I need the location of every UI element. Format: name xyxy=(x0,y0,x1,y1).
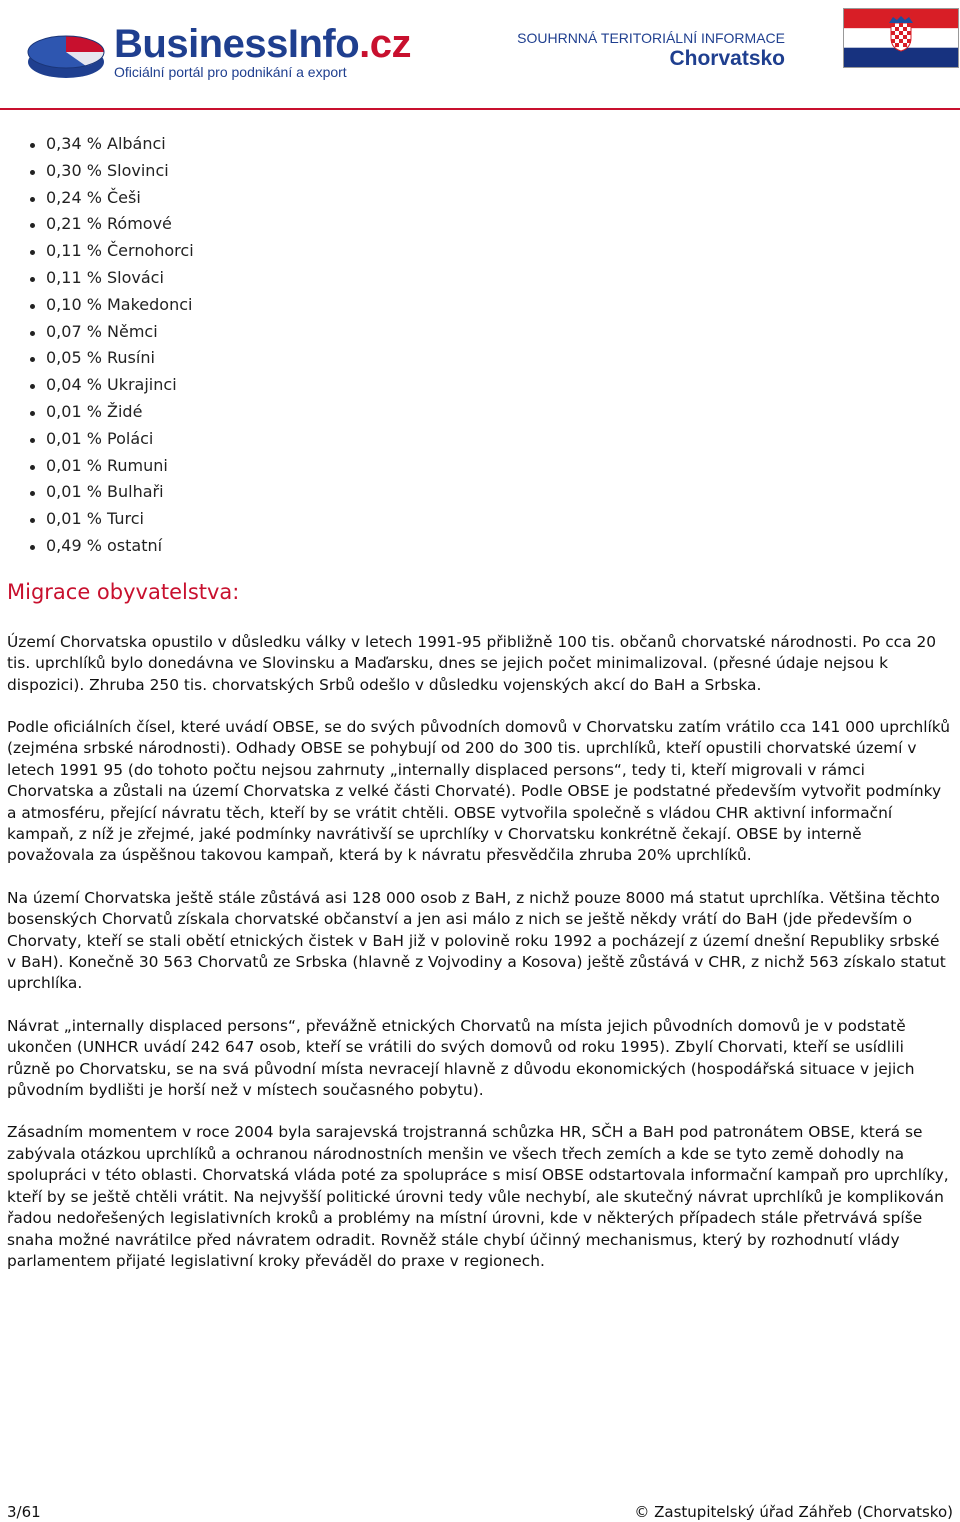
list-item: 0,34 % Albánci xyxy=(23,131,960,158)
businessinfo-logo[interactable] xyxy=(26,22,412,82)
paragraph: Návrat „internally displaced persons“, převážně etnických Chorvatů na místa jejich původních domovů je v podstatě ukončen (UNHCR uvádí 242 647 osob, kteří se vrátili do svých domovů od roku 1995). Zbylí Chorvati, kteří se usídlili různě po Chorvatsku, se na svá původní místa nevracejí hlavně z důvodu ekonomických (hospodářská situace v jejich původním bydlišti je horší než v místech současného pobytu). xyxy=(7,1016,915,1100)
list-item: 0,30 % Slovinci xyxy=(23,158,960,185)
list-item: 0,01 % Rumuni xyxy=(23,453,960,480)
list-item: 0,01 % Poláci xyxy=(23,426,960,453)
list-item: 0,10 % Makedonci xyxy=(23,292,960,319)
logo-disc-icon xyxy=(26,26,106,82)
header-divider xyxy=(0,108,960,110)
list-item: 0,05 % Rusíni xyxy=(23,345,960,372)
list-item: 0,01 % Bulhaři xyxy=(23,479,960,506)
document-title-block xyxy=(517,30,785,71)
logo-wordmark: BusinessInfo.cz xyxy=(114,22,412,66)
paragraph: Podle oficiálních čísel, které uvádí OBSE, se do svých původních domovů v Chorvatsku zatím vrátilo cca 141 000 uprchlíků (zejména srbské národnosti). Odhady OBSE se pohybují od 200 do 300 tis. uprchlíků, kteří opustili chorvatské území v letech 1991 95 (do tohoto počtu nejsou zahrnuty „internally displaced persons“, tedy ti, kteří migrovali v rámci Chorvatska a zůstali na území Chorvatska z velké části Chorvaté). Podle OBSE je podstatné především vytvořit podmínky a atmosféru, přející návratu těch, kteří by se vrátit chtěli. OBSE vytvořila společně s vládou CHR aktivní informační kampaň, z níž je zřejmé, jaké podmínky navrátivší se uprchlíky v Chorvatsku konkrétně čekají. OBSE by interně považovala za úspěšnou takovou kampaň, která by k návratu přesvědčila zhruba 20% uprchlíků. xyxy=(7,717,950,865)
section-heading-migration: Migrace obyvatelstva: xyxy=(7,579,240,604)
footer-copyright: © Zastupitelský úřad Záhřeb (Chorvatsko) xyxy=(634,1503,953,1521)
list-item: 0,07 % Němci xyxy=(23,319,960,346)
page-header xyxy=(0,0,960,112)
croatia-flag-icon xyxy=(843,8,959,68)
list-item: 0,24 % Češi xyxy=(23,185,960,212)
logo-tagline: Oficiální portál pro podnikání a export xyxy=(114,64,347,80)
list-item: 0,49 % ostatní xyxy=(23,533,960,560)
country-name: Chorvatsko xyxy=(669,47,785,70)
list-item: 0,21 % Rómové xyxy=(23,211,960,238)
page-number: 3/61 xyxy=(7,1503,41,1521)
document-type-label: SOUHRNNÁ TERITORIÁLNÍ INFORMACE xyxy=(517,30,785,46)
list-item: 0,04 % Ukrajinci xyxy=(23,372,960,399)
document-body xyxy=(0,131,960,1272)
paragraph: Zásadním momentem v roce 2004 byla sarajevská trojstranná schůzka HR, SČH a BaH pod patronátem OBSE, která se zabývala otázkou uprchlíků a ochranou národnostních menšin ve všech třech zemích a kde se tyto země dohodly na spolupráci v této oblasti. Chorvatská vláda poté za spolupráce s misí OBSE odstartovala informační kampaň pro uprchlíky, kteří by se ještě chtěli vrátit. Na nejvyšší politické úrovni tedy vůle nechybí, ale skutečný návrat uprchlíků je komplikován řadou nedořešených legislativních kroků a problémy na místní úrovni, kde v některých případech stále přetrvává spíše snaha možné navrátilce před návratem odradit. Rovněž stále chybí účinný mechanismus, který by rozhodnutí vlády parlamentem přijaté legislativní kroky převáděl do praxe v regionech. xyxy=(7,1123,949,1270)
paragraph: Území Chorvatska opustilo v důsledku války v letech 1991-95 přibližně 100 tis. občanů chorvatské národnosti. Po cca 20 tis. uprchlíků bylo donedávna ve Slovinsku a Maďarsku, dnes se jejich počet minimalizoval. (přesné údaje nejsou k dispozici). Zhruba 250 tis. chorvatských Srbů odešlo v důsledku vojenských akcí do BaH a Srbska. xyxy=(7,632,937,694)
list-item: 0,11 % Slováci xyxy=(23,265,960,292)
ethnic-composition-list xyxy=(0,131,960,560)
list-item: 0,01 % Židé xyxy=(23,399,960,426)
paragraph: Na území Chorvatska ještě stále zůstává asi 128 000 osob z BaH, z nichž pouze 8000 má statut uprchlíka. Většina těchto bosenských Chorvatů získala chorvatské občanství a jen asi málo z nich se ještě někdy vrátí do BaH (jde především o Chorvaty, kteří se stali obětí etnických čistek v BaH již v polovině roku 1992 a pocházejí z území dnešní Republiky srbské v BaH). Konečně 30 563 Chorvatů ze Srbska (hlavně z Vojvodiny a Kosova) ještě zůstává v CHR, z nichž 563 získalo statut uprchlíka. xyxy=(7,888,946,993)
list-item: 0,01 % Turci xyxy=(23,506,960,533)
list-item: 0,11 % Černohorci xyxy=(23,238,960,265)
